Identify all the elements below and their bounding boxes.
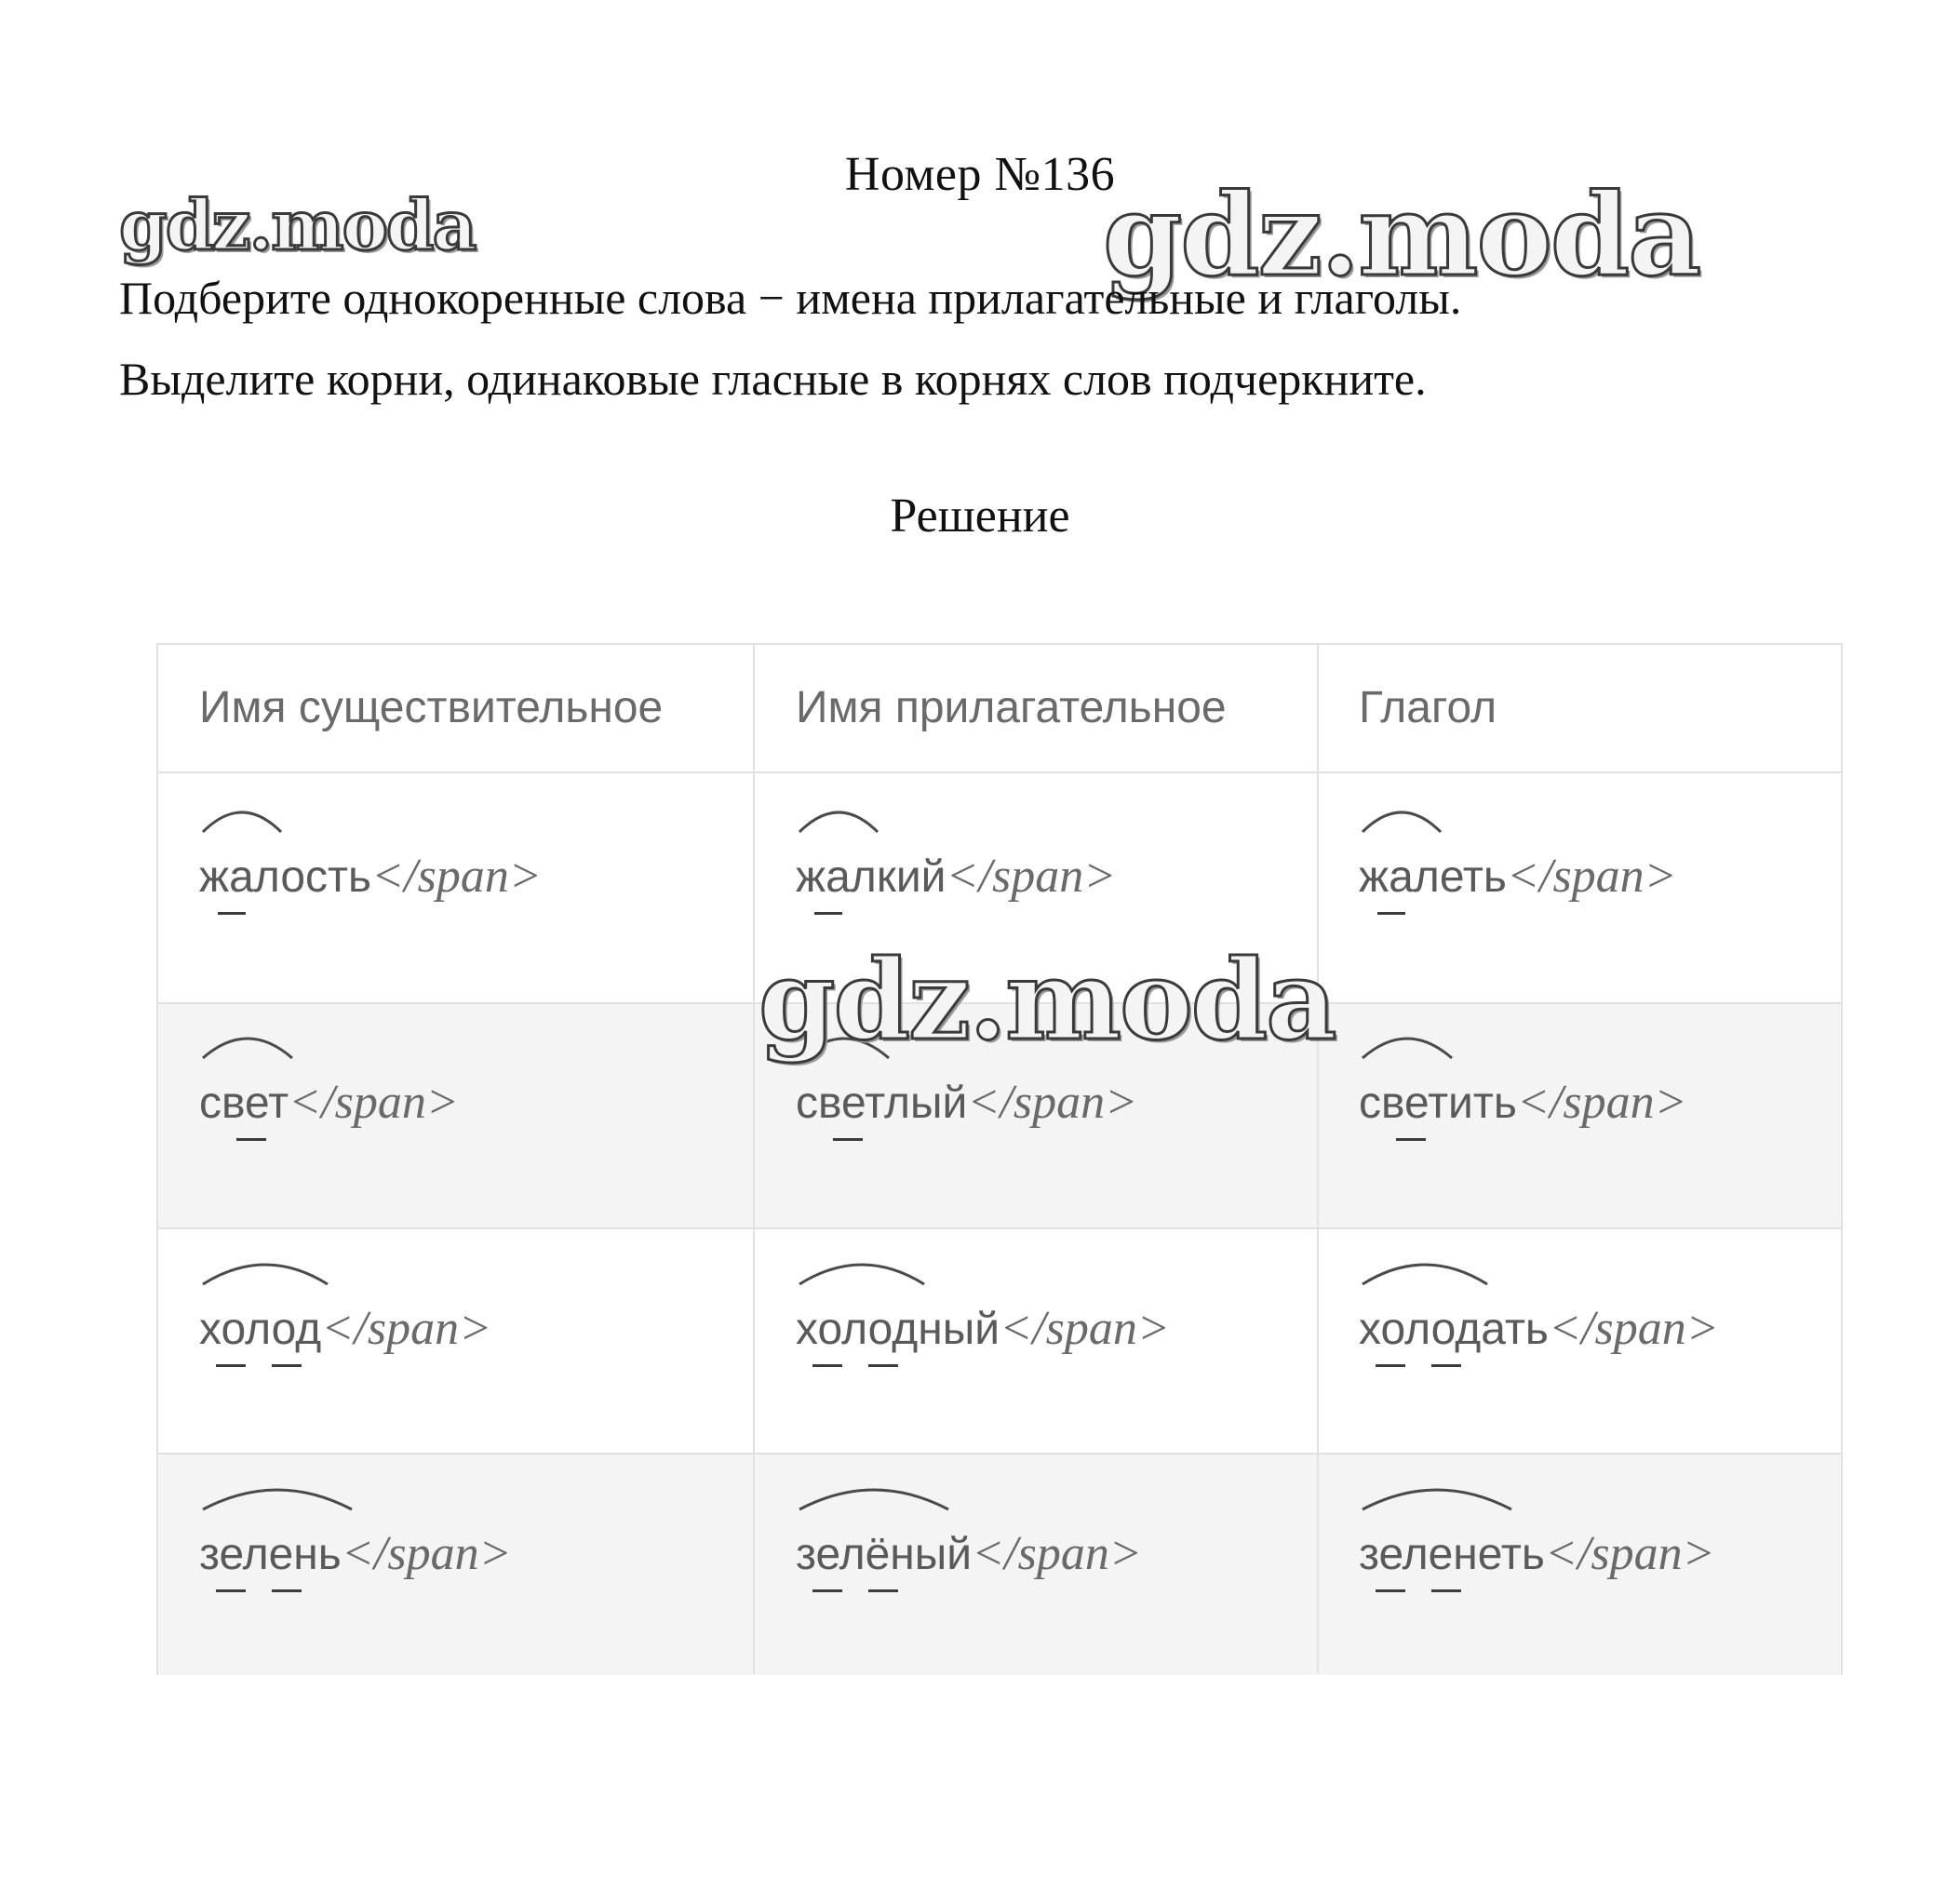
root-word: светить [1359, 1079, 1517, 1128]
root-word: зеленеть [1359, 1530, 1545, 1579]
vowel-underline [1396, 1138, 1426, 1141]
table-cell-word [796, 1301, 1170, 1356]
span-tag-text: </span> [946, 850, 1117, 903]
root-word: светлый [796, 1079, 967, 1128]
watermark-logo: gdz.moda [758, 935, 1336, 1065]
root-word: зелень [199, 1530, 342, 1579]
column-divider [753, 645, 755, 1673]
root-word: холодный [796, 1305, 1000, 1354]
row-divider [158, 1227, 1841, 1229]
root-word: жалкий [796, 852, 946, 902]
watermark-logo: gdz.moda [1103, 168, 1700, 302]
task-text-line-1: Подберите однокоренные слова − имена прилагательные и глаголы. [119, 272, 1462, 324]
span-tag-text: </span> [1548, 1302, 1719, 1355]
vowel-underline [868, 1364, 898, 1367]
vowel-underline [1376, 1589, 1405, 1592]
watermark-logo: gdz.moda [119, 186, 476, 266]
vowel-underline [236, 1138, 266, 1141]
vowel-underline [216, 1364, 246, 1367]
table-cell-word [796, 1075, 1137, 1130]
morphemes-table [156, 643, 1843, 1675]
root-word: жалость [199, 852, 371, 902]
span-tag-text: </span> [972, 1527, 1142, 1580]
row-divider [158, 1453, 1841, 1455]
vowel-underline [1431, 1589, 1461, 1592]
solution-heading: Решение [890, 489, 1070, 543]
root-arc-icon [199, 798, 285, 836]
root-arc-icon [1359, 1476, 1515, 1513]
span-tag-text: </span> [1544, 1527, 1715, 1580]
page-title: Номер №136 [844, 148, 1116, 201]
root-word: холод [199, 1305, 321, 1354]
table-cell-word [1359, 849, 1677, 904]
root-arc-icon [1359, 1251, 1491, 1288]
root-word: холодать [1359, 1305, 1549, 1354]
root-arc-icon [199, 1025, 296, 1062]
root-arc-icon [1359, 1025, 1456, 1062]
table-cell-word [199, 849, 542, 904]
vowel-underline [216, 1589, 246, 1592]
vowel-underline [1431, 1364, 1461, 1367]
vowel-underline [868, 1589, 898, 1592]
table-cell-word [796, 1526, 1142, 1581]
span-tag-text: </span> [341, 1527, 512, 1580]
span-tag-text: </span> [1506, 850, 1677, 903]
span-tag-text: </span> [371, 850, 542, 903]
column-divider [1317, 645, 1319, 1673]
vowel-underline [812, 1364, 842, 1367]
root-word: жалеть [1359, 852, 1507, 902]
span-tag-text: </span> [289, 1076, 459, 1129]
table-cell-word [1359, 1526, 1715, 1581]
vowel-underline [1377, 912, 1405, 915]
table-cell-word [199, 1526, 512, 1581]
vowel-underline [272, 1589, 302, 1592]
vowel-underline [833, 1138, 863, 1141]
vowel-underline [272, 1364, 302, 1367]
root-arc-icon [796, 798, 881, 836]
span-tag-text: </span> [1000, 1302, 1170, 1355]
root-word: зелёный [796, 1530, 972, 1579]
header-adjective: Имя прилагательное [796, 683, 1227, 732]
table-cell-word [796, 849, 1116, 904]
vowel-underline [218, 912, 246, 915]
table-cell-word [1359, 1301, 1719, 1356]
vowel-underline [814, 912, 842, 915]
task-text-line-2: Выделите корни, одинаковые гласные в корнях слов подчеркните. [119, 353, 1427, 405]
table-cell-word [199, 1075, 459, 1130]
span-tag-text: </span> [321, 1302, 492, 1355]
vowel-underline [1376, 1364, 1405, 1367]
span-tag-text: </span> [967, 1076, 1138, 1129]
root-arc-icon [199, 1251, 331, 1288]
span-tag-text: </span> [1516, 1076, 1687, 1129]
table-cell-word [1359, 1075, 1687, 1130]
root-arc-icon [1359, 798, 1444, 836]
root-arc-icon [796, 1251, 928, 1288]
table-cell-word [199, 1301, 491, 1356]
vowel-underline [812, 1589, 842, 1592]
header-verb: Глагол [1359, 683, 1497, 732]
root-arc-icon [796, 1476, 952, 1513]
row-divider [158, 771, 1841, 773]
root-arc-icon [199, 1476, 356, 1513]
root-word: свет [199, 1079, 289, 1128]
header-noun: Имя существительное [199, 683, 664, 732]
